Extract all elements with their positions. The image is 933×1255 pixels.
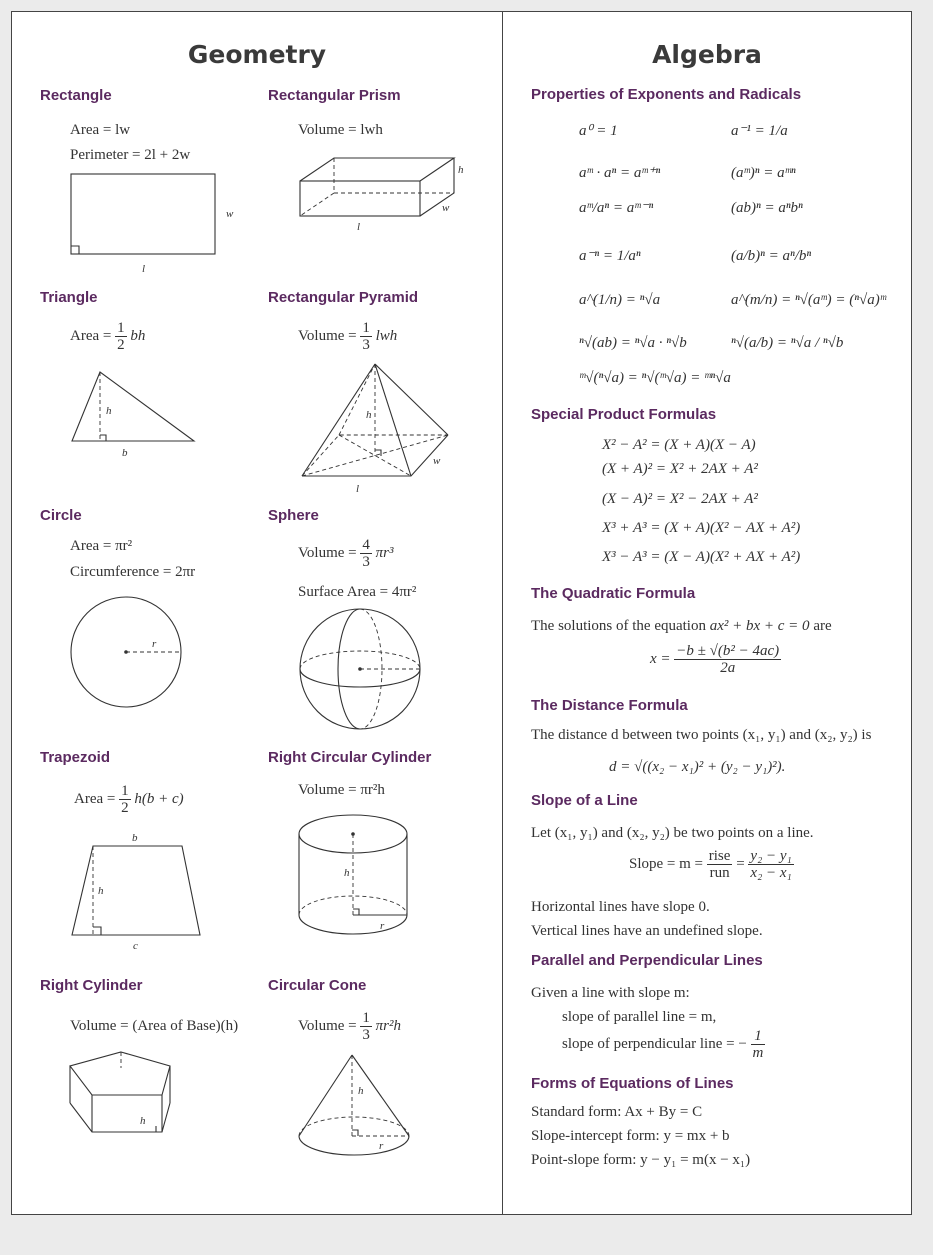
cylinder-volume: Volume = πr²h (298, 782, 385, 798)
standard-form: Standard form: Ax + By = C (531, 1104, 703, 1120)
point-slope-form: Point-slope form: y − y₁ = m(x − x₁) (531, 1152, 751, 1168)
circle-circumference: Circumference = 2πr (70, 564, 196, 580)
distance-formula: d = √((x₂ − x₁)² + (y₂ − y₁)²). (609, 759, 786, 775)
exponent-rule: a⁻ⁿ = 1/aⁿ (579, 248, 641, 264)
exponent-rule: ⁿ√(ab) = ⁿ√a · ⁿ√b (579, 335, 687, 351)
sphere-fraction: $\frac{4}{3}$ (362, 537, 370, 570)
exponent-rule: a^(1/n) = ⁿ√a (579, 292, 661, 308)
rect-pyramid-label-w: w (433, 455, 441, 467)
cylinder-figure (296, 812, 416, 947)
trapezoid-heading: Trapezoid (40, 749, 111, 766)
triangle-heading: Triangle (40, 289, 98, 306)
triangle-fraction: $\frac{1}{2}$ (117, 320, 125, 353)
distance-heading: The Distance Formula (531, 697, 688, 714)
geometry-title: Geometry (187, 40, 327, 69)
rectangle-label-w: w (226, 208, 234, 220)
rectangle-area: Area = lw (70, 122, 131, 138)
rectangle-perimeter: Perimeter = 2l + 2w (70, 147, 191, 163)
rect-pyramid-heading: Rectangular Pyramid (268, 289, 419, 306)
cone-volume: Volume = $\frac{1}{3}$ πr²h (298, 1010, 401, 1043)
quadratic-fraction: $\frac{\text{−b ± √(b² − 4ac)}}{2a}$ (676, 643, 780, 676)
rectangle-heading: Rectangle (40, 87, 112, 104)
special-product-line: (X − A)² = X² − 2AX + A² (602, 491, 758, 507)
special-product-line: X³ + A³ = (X + A)(X² − AX + A²) (602, 520, 801, 536)
cylinder-label-h: h (344, 867, 350, 879)
slope-intercept-form: Slope-intercept form: y = mx + b (531, 1128, 730, 1144)
right-cylinder-heading: Right Cylinder (40, 977, 143, 994)
trapezoid-area: Area = $\frac{1}{2}$ h(b + c) (74, 783, 184, 816)
exponent-rule: a⁻¹ = 1/a (731, 123, 788, 139)
parallel-slope: slope of parallel line = m, (562, 1009, 717, 1025)
slope-heading: Slope of a Line (531, 792, 638, 809)
rect-prism-volume: Volume = lwh (298, 122, 383, 138)
rect-prism-label-w: w (442, 202, 450, 214)
triangle-label-h: h (106, 405, 112, 417)
column-divider (502, 11, 503, 1215)
slope-intro: Let (x₁, y₁) and (x₂, y₂) be two points on a line. (531, 825, 814, 841)
right-cylinder-figure (66, 1048, 186, 1148)
special-product-line: X² − A² = (X + A)(X − A) (602, 437, 756, 453)
trapezoid-figure (66, 830, 206, 952)
right-cylinder-volume: Volume = (Area of Base)(h) (70, 1018, 239, 1034)
exponent-rule: aᵐ · aⁿ = aᵐ⁺ⁿ (579, 165, 661, 181)
sphere-surface: Surface Area = 4πr² (298, 584, 417, 600)
slope-horizontal: Horizontal lines have slope 0. (531, 899, 710, 915)
cylinder-label-r: r (380, 920, 385, 932)
distance-intro: The distance d between two points (x₁, y₁) and (x₂, y₂) is (531, 727, 872, 743)
forms-heading: Forms of Equations of Lines (531, 1075, 734, 1092)
trapezoid-label-h: h (98, 885, 104, 897)
rect-prism-heading: Rectangular Prism (268, 87, 401, 104)
parallel-heading: Parallel and Perpendicular Lines (531, 952, 763, 969)
special-heading: Special Product Formulas (531, 406, 717, 423)
sphere-volume: Volume = $\frac{4}{3}$ πr³ (298, 537, 394, 570)
exponent-rule: aᵐ/aⁿ = aᵐ⁻ⁿ (579, 200, 654, 216)
exponent-rule: ᵐ√(ⁿ√a) = ⁿ√(ᵐ√a) = ᵐⁿ√a (579, 370, 731, 386)
slope-formula: Slope = m = rise run = $\frac{\text{y₂ − y₁}}{\text{x₂ − x₁}}$ (629, 848, 792, 881)
cone-fraction: $\frac{1}{3}$ (362, 1010, 370, 1043)
rect-pyramid-label-h: h (366, 409, 372, 421)
rect-prism-label-l: l (357, 221, 361, 233)
exponent-rule: ⁿ√(a/b) = ⁿ√a / ⁿ√b (731, 335, 844, 351)
exponent-rule: a⁰ = 1 (579, 123, 618, 139)
quadratic-formula: x = $\frac{\text{−b ± √(b² − 4ac)}}{2a}$ (650, 643, 780, 676)
sphere-heading: Sphere (268, 507, 319, 524)
cone-figure (296, 1052, 416, 1162)
trapezoid-label-b: b (132, 832, 138, 844)
trapezoid-fraction: $\frac{1}{2}$ (121, 783, 129, 816)
rect-prism-figure (290, 150, 480, 240)
cone-label-h: h (358, 1085, 364, 1097)
rect-pyramid-volume: Volume = $\frac{1}{3}$ lwh (298, 320, 398, 353)
sphere-figure (298, 607, 428, 737)
exponents-heading: Properties of Exponents and Radicals (531, 86, 802, 103)
rect-pyramid-fraction: $\frac{1}{3}$ (362, 320, 370, 353)
exponent-rule: (ab)ⁿ = aⁿbⁿ (731, 200, 803, 216)
cylinder-heading: Right Circular Cylinder (268, 749, 432, 766)
perpendicular-slope: slope of perpendicular line = − $\frac{1}{m}$ (562, 1028, 764, 1061)
rect-pyramid-figure (296, 360, 456, 495)
exponent-rule: (a/b)ⁿ = aⁿ/bⁿ (731, 248, 812, 264)
triangle-figure (68, 368, 208, 463)
cone-label-r: r (379, 1140, 384, 1152)
quadratic-heading: The Quadratic Formula (531, 585, 696, 602)
triangle-area: Area = $\frac{1}{2}$ bh (70, 320, 146, 353)
rectangle-figure (60, 170, 250, 280)
parallel-intro: Given a line with slope m: (531, 985, 690, 1001)
cone-heading: Circular Cone (268, 977, 367, 994)
exponent-rule: a^(m/n) = ⁿ√(aᵐ) = (ⁿ√a)ᵐ (731, 292, 886, 308)
exponent-rule: (aᵐ)ⁿ = aᵐⁿ (731, 165, 796, 181)
slope-vertical: Vertical lines have an undefined slope. (531, 923, 763, 939)
special-product-line: (X + A)² = X² + 2AX + A² (602, 461, 758, 477)
circle-figure (68, 595, 188, 710)
rect-pyramid-label-l: l (356, 483, 360, 495)
circle-label-r: r (152, 638, 157, 650)
circle-heading: Circle (40, 507, 82, 524)
algebra-title: Algebra (652, 40, 762, 69)
slope-rise-run: rise run (708, 848, 731, 881)
rect-prism-label-h: h (458, 164, 464, 176)
special-product-line: X³ − A³ = (X − A)(X² + AX + A²) (602, 549, 801, 565)
triangle-label-b: b (122, 447, 128, 459)
slope-difference: $\frac{\text{y₂ − y₁}}{\text{x₂ − x₁}}$ (750, 848, 792, 881)
trapezoid-label-c: c (133, 940, 138, 952)
circle-area: Area = πr² (70, 538, 133, 554)
rectangle-label-l: l (142, 263, 146, 275)
right-cylinder-label-h: h (140, 1115, 146, 1127)
perpendicular-fraction: $\frac{1}{m}$ (752, 1028, 764, 1061)
quadratic-intro: The solutions of the equation ax² + bx + c = 0 are (531, 618, 832, 634)
